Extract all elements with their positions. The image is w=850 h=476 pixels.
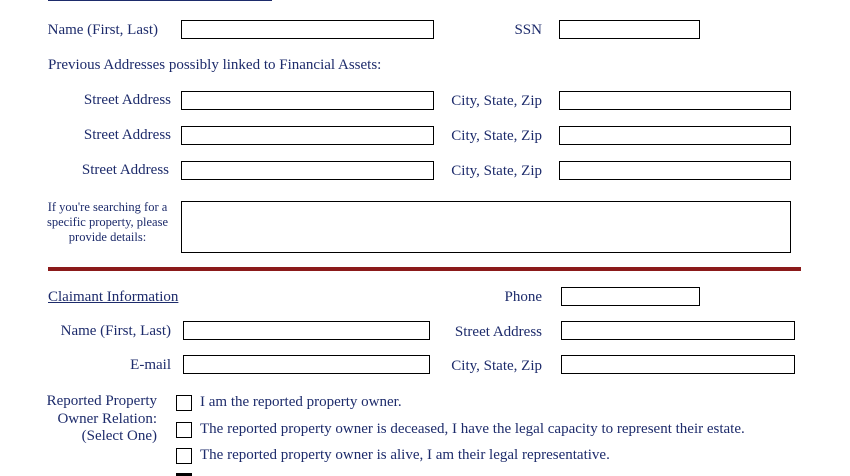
property-details-label-line-2: specific property, please — [46, 215, 168, 229]
relation-checkbox-deceased[interactable] — [176, 422, 192, 438]
prev-addresses-label: Previous Addresses possibly linked to Financial Assets: — [48, 57, 382, 73]
claimant-street-field[interactable] — [561, 321, 795, 340]
street-address-field-2[interactable] — [181, 126, 434, 145]
city-state-zip-label-1: City, State, Zip — [451, 93, 542, 109]
street-address-label-1: Street Address — [83, 92, 171, 108]
relation-label-line-3: (Select One) — [81, 428, 157, 444]
section-heading-underline — [48, 0, 272, 1]
city-state-zip-field-3[interactable] — [559, 161, 791, 180]
city-state-zip-label-3: City, State, Zip — [451, 163, 542, 179]
relation-option-legal-rep: The reported property owner is alive, I am their legal representative. — [200, 447, 610, 463]
city-state-zip-field-2[interactable] — [559, 126, 791, 145]
phone-label: Phone — [504, 289, 542, 305]
email-field[interactable] — [183, 355, 430, 374]
street-address-label-3: Street Address — [81, 162, 169, 178]
property-details-textarea[interactable] — [181, 201, 791, 253]
street-address-label-2: Street Address — [83, 127, 171, 143]
ssn-field[interactable] — [559, 20, 700, 39]
phone-field[interactable] — [561, 287, 700, 306]
relation-label — [30, 393, 157, 446]
street-address-field-3[interactable] — [181, 161, 434, 180]
ssn-label: SSN — [514, 22, 542, 38]
relation-checkbox-legal-rep[interactable] — [176, 448, 192, 464]
city-state-zip-field-1[interactable] — [559, 91, 791, 110]
relation-checkbox-owner[interactable] — [176, 395, 192, 411]
claimant-city-label: City, State, Zip — [451, 358, 542, 374]
relation-option-deceased: The reported property owner is deceased, I have the legal capacity to represent their estate. — [200, 421, 745, 437]
relation-label-line-2: Owner Relation: — [57, 410, 157, 427]
section-divider — [48, 267, 801, 271]
street-address-field-1[interactable] — [181, 91, 434, 110]
claimant-name-label: Name (First, Last) — [60, 323, 171, 339]
owner-name-field[interactable] — [181, 20, 434, 39]
city-state-zip-label-2: City, State, Zip — [451, 128, 542, 144]
claimant-heading: Claimant Information — [48, 289, 179, 305]
property-details-label-line-3: provide details: — [68, 230, 147, 244]
property-details-label — [40, 200, 175, 245]
claimant-name-field[interactable] — [183, 321, 430, 340]
claimant-city-field[interactable] — [561, 355, 795, 374]
claimant-street-label: Street Address — [454, 324, 542, 340]
owner-name-label: Name (First, Last) — [47, 22, 158, 38]
relation-option-owner: I am the reported property owner. — [200, 394, 402, 410]
property-details-label-line-1: If you're searching for a — [47, 200, 168, 214]
email-label: E-mail — [130, 357, 171, 373]
relation-label-line-1: Reported Property — [46, 393, 157, 409]
